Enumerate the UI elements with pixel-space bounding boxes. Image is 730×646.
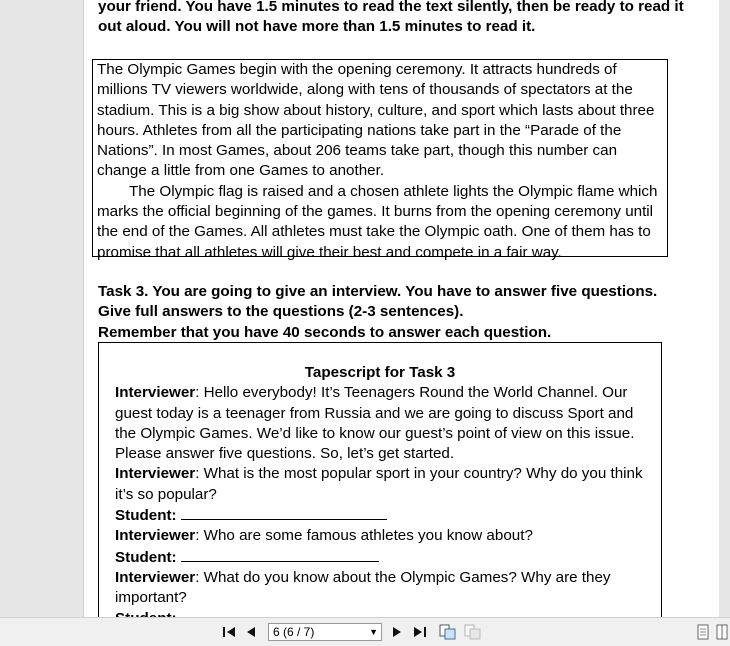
question-1-text: : What is the most popular sport in your country? Why do you think it’s so popular? (115, 465, 643, 503)
student-label: Student (115, 548, 172, 566)
reading-paragraph-2: The Olympic flag is raised and a chosen athlete lights the Olympic flame which marks the official beginning of the games. It burns from the opening ceremony until the end of the Games. All athletes must take the Olympic oath. One of them has to promise that all athletes will give their best and compete in a fair way. (97, 182, 658, 261)
question-3 (115, 568, 645, 609)
two-page-view-icon[interactable] (716, 624, 728, 640)
interviewer-intro (115, 383, 645, 464)
task3-line-3: Remember that you have 40 seconds to answer each question. (98, 323, 552, 341)
answer-blank-1 (181, 505, 387, 520)
student-answer-1: Student: (115, 505, 645, 526)
task-instructions (98, 0, 698, 38)
previous-page-icon[interactable] (245, 624, 257, 640)
question-3-text: : What do you know about the Olympic Games? Why are they important? (115, 568, 611, 607)
single-page-view-icon[interactable] (697, 624, 709, 640)
document-page (83, 0, 721, 617)
student-answer-2: Student: (115, 547, 645, 568)
interviewer-label: Interviewer (115, 527, 196, 545)
interviewer-label: Interviewer (115, 568, 196, 586)
tapescript-title: Tapescript for Task 3 (304, 364, 456, 381)
interviewer-intro-text: : Hello everybody! It’s Teenagers Round the World Channel. Our guest today is a teenager from Russia and we are going to discuss Sport and the Olympic Games. We’d like to know our guest’s point of view on this issue. Please answer five questions. So, let’s get started. (115, 384, 635, 463)
question-2-text: : Who are some famous athletes you know about? (195, 527, 533, 545)
interviewer-label: Interviewer (115, 384, 196, 402)
question-1 (115, 464, 645, 505)
interviewer-label: Interviewer (115, 465, 196, 483)
vertical-scrollbar[interactable] (719, 0, 730, 617)
next-page-icon[interactable] (391, 624, 403, 640)
first-page-icon[interactable] (221, 624, 237, 640)
task3-line-2: Give full answers to the questions (2-3 sentences). (98, 303, 464, 321)
tapescript-box (98, 342, 662, 642)
task3-line-1: Task 3. You are going to give an interview. You have to answer five questions. (98, 283, 658, 300)
intro-line-1: your friend. You have 1.5 minutes to read the text silently, then be ready to read it (98, 0, 684, 15)
page-indicator: 6 (6 / 7) (273, 625, 315, 639)
page-layout-icon[interactable] (439, 624, 457, 640)
chevron-down-icon: ▼ (369, 627, 378, 637)
task3-instructions (98, 282, 698, 343)
reading-paragraph-1: The Olympic Games begin with the opening ceremony. It attracts hundreds of millions TV viewers worldwide, along with tens of thousands of spectators at the stadium. This is a big show about history, culture, and sport which lasts about three hours. Athletes from all the participating nations take part in the “Parade of the Nations”. In most Games, about 206 teams take part, though this number can change a little from one Games to another. (97, 61, 655, 180)
student-label: Student (115, 507, 172, 525)
question-2 (115, 526, 645, 546)
page-selector[interactable] (268, 623, 382, 641)
reading-text-box (92, 59, 668, 261)
navigation-toolbar (0, 617, 730, 646)
intro-line-2: out aloud. You will not have more than 1.5 minutes to read it. (98, 18, 536, 36)
last-page-icon[interactable] (412, 624, 428, 640)
answer-blank-2 (181, 547, 379, 562)
page-view-icon[interactable] (464, 624, 482, 640)
